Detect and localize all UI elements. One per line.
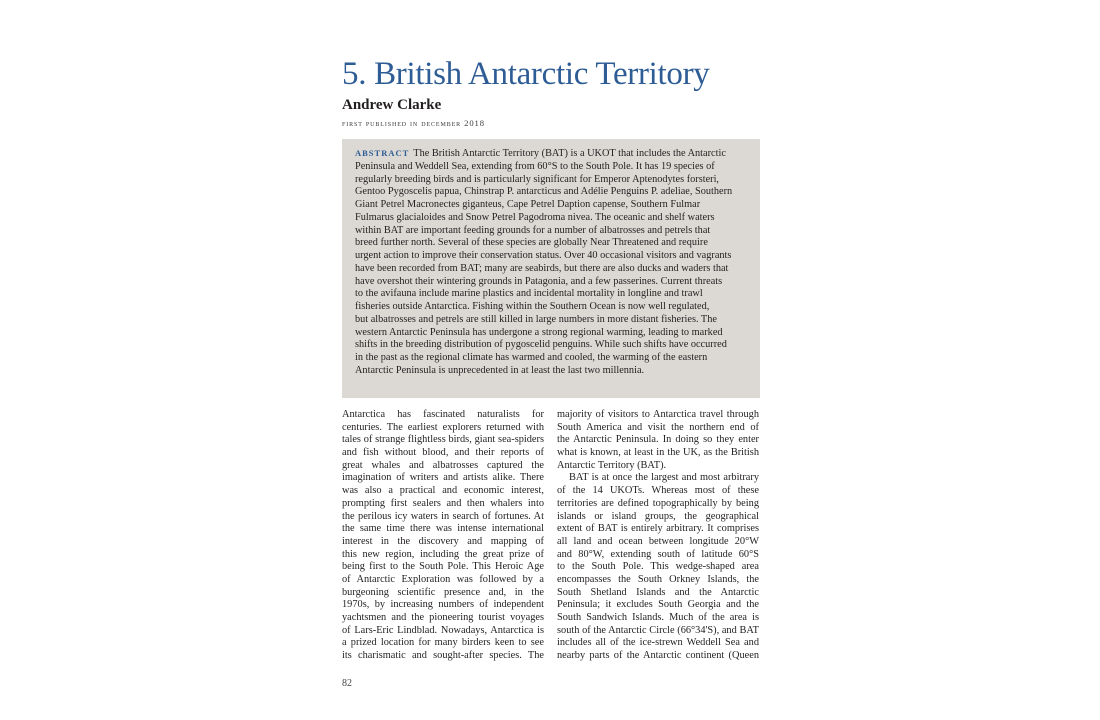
- abstract-line: to the avifauna include marine plastics and incidental mortality in longline and trawl: [355, 288, 703, 300]
- publication-date: first published in december 2018: [342, 118, 485, 128]
- abstract-line: regularly breeding birds and is particularly significant for Emperor Aptenodytes forsteri,: [355, 173, 720, 185]
- abstract-line: shifts in the breeding distribution of pygoscelid penguins. While such shifts have occurred: [355, 339, 727, 351]
- text-line: islands or island groups, the geographical: [557, 510, 759, 522]
- text-line: yachtsmen and the pioneering tourist voyages: [342, 612, 544, 623]
- abstract-line: have been recorded from BAT; many are seabirds, but there are also ducks and waders that: [355, 262, 729, 274]
- text-line: what is known, at least in the UK, as the British: [557, 447, 759, 459]
- text-line: South Shetland Islands and the Antarctic: [557, 586, 759, 598]
- document-page: [342, 0, 760, 720]
- text-line: of Lars-Eric Lindblad. Nowadays, Antarctica is: [342, 624, 544, 636]
- text-line: imagination of writers and artists alike. There: [342, 472, 544, 484]
- text-line: majority of visitors to Antarctica travel through: [557, 409, 759, 420]
- abstract-line: Peninsula and Weddell Sea, extending from 60°S to the South Pole. It has 19 species of: [355, 160, 715, 172]
- abstract-label: ABSTRACT: [355, 148, 410, 158]
- text-line: the perilous icy waters in search of fortunes. At: [342, 510, 544, 522]
- abstract-box: [342, 139, 760, 398]
- text-line: its charismatic and sought-after species. The: [342, 650, 544, 662]
- abstract-line: breed further north. Several of these species are globally Near Threatened and require: [355, 237, 708, 249]
- abstract-line: fisheries outside Antarctica. Fishing within the Southern Ocean is now well regulated,: [355, 301, 710, 312]
- text-line: and 80°W, extending south of latitude 60°S: [557, 548, 759, 560]
- text-line: territories are defined topographically by being: [557, 497, 759, 509]
- text-line: being first to the South Pole. This Heroic Age: [342, 561, 544, 573]
- body-column-right: [557, 409, 759, 663]
- text-line: great whales and albatrosses captured the: [342, 459, 544, 471]
- text-line: a prized location for many birders keen to see: [342, 637, 544, 649]
- text-line: this new region, including the great prize of: [342, 548, 544, 560]
- abstract-line: have overshot their wintering grounds in Patagonia, and a few passerines. Current threats: [355, 275, 723, 287]
- text-line: Antarctic Territory (BAT).: [557, 459, 667, 471]
- abstract-line: within BAT are important feeding grounds for a number of albatrosses and petrels that: [355, 224, 711, 236]
- text-line: burgeoning scientific presence and, in the: [342, 586, 544, 598]
- text-line: includes all of the ice-strewn Weddell Sea and: [557, 637, 759, 649]
- text-line: was also a practical and economic interest,: [342, 485, 544, 497]
- text-line: 1970s, by increasing numbers of independent: [342, 599, 544, 611]
- text-line: interest in the discovery and mapping of: [342, 535, 544, 547]
- chapter-title: 5. British Antarctic Territory: [342, 56, 710, 92]
- text-line: tales of strange flightless birds, giant sea-spiders: [342, 434, 544, 446]
- text-line: BAT is at once the largest and most arbitrary: [569, 472, 759, 484]
- text-line: all land and ocean between longitude 20°W: [557, 535, 759, 547]
- text-line: and fish without blood, and their reports of: [342, 447, 544, 459]
- body-column-left: [342, 409, 544, 663]
- abstract-line: western Antarctic Peninsula has undergone a strong regional warming, leading to marked: [355, 326, 723, 338]
- text-line: south of the Antarctic Circle (66°34'S), and BAT: [557, 624, 759, 636]
- abstract-line: Gentoo Pygoscelis papua, Chinstrap P. antarcticus and Adélie Penguins P. adeliae, Southern: [355, 186, 733, 198]
- text-line: South Sandwich Islands. Much of the area is: [557, 612, 759, 623]
- page-number: 82: [342, 678, 352, 689]
- text-line: of the 14 UKOTs. Whereas most of these: [557, 485, 759, 497]
- abstract-line: Fulmarus glacialoides and Snow Petrel Pagodroma nivea. The oceanic and shelf waters: [355, 211, 715, 223]
- abstract-line: Antarctic Peninsula is unprecedented in at least the last two millennia.: [355, 364, 645, 376]
- abstract-line: Giant Petrel Macronectes giganteus, Cape Petrel Daption capense, Southern Fulmar: [355, 199, 701, 210]
- text-line: encompasses the South Orkney Islands, the: [557, 573, 759, 585]
- abstract-line: in the past as the regional climate has warmed and cooled, the warming of the eastern: [355, 352, 708, 363]
- text-line: centuries. The earliest explorers returned with: [342, 421, 544, 433]
- text-line: nearby parts of the Antarctic continent (Queen: [557, 650, 759, 662]
- text-line: the Antarctic Peninsula. In doing so they enter: [557, 434, 759, 446]
- text-line: extent of BAT is entirely arbitrary. It comprises: [557, 523, 759, 535]
- text-line: Peninsula; it excludes South Georgia and the: [557, 599, 759, 611]
- text-line: the same time there was intense international: [342, 523, 544, 535]
- abstract-line: urgent action to improve their conservation status. Over 40 occasional visitors and vagrants: [355, 250, 732, 261]
- chapter-author: Andrew Clarke: [342, 97, 442, 113]
- text-line: of Antarctic Exploration was followed by a: [342, 573, 544, 585]
- text-line: to the South Pole. This wedge-shaped area: [557, 561, 759, 573]
- text-line: South America and visit the northern end of: [557, 421, 759, 433]
- abstract-line: ABSTRACT The British Antarctic Territory (BAT) is a UKOT that includes the Antarctic: [355, 148, 726, 159]
- abstract-line: but albatrosses and petrels are still killed in large numbers in more distant fisheries. The: [355, 313, 717, 325]
- text-line: prompting first sealers and then whalers into: [342, 497, 544, 509]
- text-line: Antarctica has fascinated naturalists for: [342, 409, 544, 420]
